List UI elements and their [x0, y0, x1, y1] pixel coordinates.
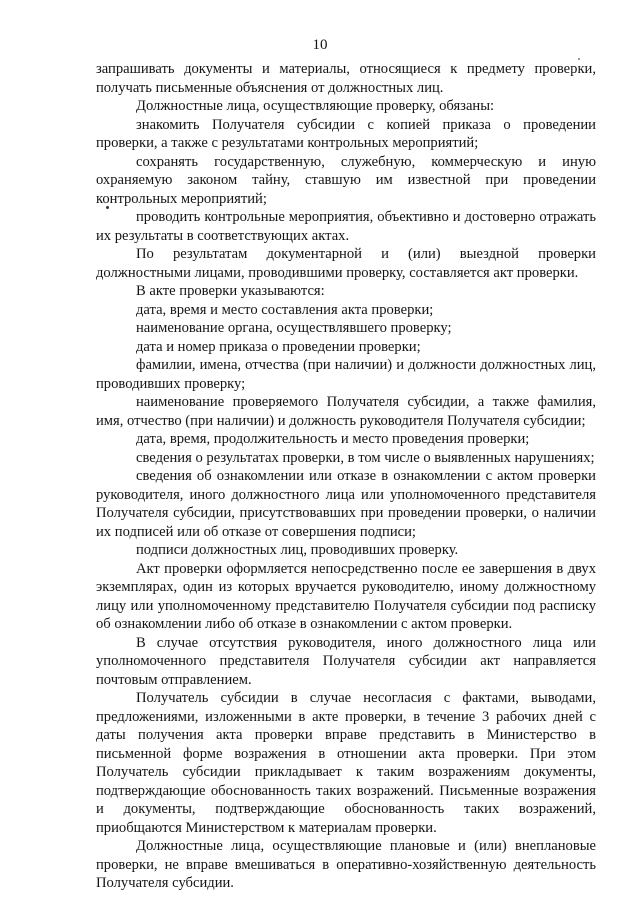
paragraph: подписи должностных лиц, проводивших проверку. [136, 542, 459, 558]
page-number: 10 [312, 37, 328, 53]
paragraph: сведения о результатах проверки, в том числе о выявленных нарушениях; [136, 449, 595, 466]
scan-speck [578, 58, 580, 60]
paragraph: дата, время и место составления акта проверки; [136, 301, 434, 318]
paragraph: дата, время, продолжительность и место проведения проверки; [136, 431, 530, 447]
paragraph: фамилии, имена, отчества (при наличии) и должности должностных лиц, проводивших проверку; [96, 357, 596, 392]
paragraph: В акте проверки указываются: [136, 283, 325, 299]
paragraph: По результатам документарной и (или) выездной проверки должностными лицами, проводившими проверку, составляется акт проверки. [96, 246, 596, 281]
document-body [96, 60, 596, 893]
paragraph: дата и номер приказа о проведении проверки; [136, 338, 421, 355]
paragraph: наименование проверяемого Получателя субсидии, а также фамилия, имя, отчество (при наличии) и должность руководителя Получателя субсидии; [96, 394, 596, 429]
paragraph: запрашивать документы и материалы, относящиеся к предмету проверки, получать письменные объяснения от должностных лиц. [96, 61, 596, 96]
paragraph: Получатель субсидии в случае несогласия с фактами, выводами, предложениями, изложенными в акте проверки, в течение 3 рабочих дней с даты получения акта проверки вправе представить в Министерство в письменной форме возражения в отношении акта проверки. При этом Получатель субсидии прикладывает к таким возражениям документы, подтверждающие обоснованность таких возражений. Письменные возражения и документы, подтверждающие обоснованность таких возражений, приобщаются Министерством к материалам проверки. [96, 690, 596, 836]
paragraph: проводить контрольные мероприятия, объективно и достоверно отражать их результаты в соответствующих актах. [96, 209, 596, 244]
paragraph: наименование органа, осуществлявшего проверку; [136, 320, 452, 336]
paragraph: В случае отсутствия руководителя, иного должностного лица или уполномоченного представителя Получателя субсидии акт направляется почтовым отправлением. [96, 634, 596, 688]
paragraph: сохранять государственную, служебную, коммерческую и иную охраняемую законом тайну, ставшую им известной при проведении контрольных мероприятий; [96, 153, 596, 207]
paragraph: Акт проверки оформляется непосредственно после ее завершения в двух экземплярах, один из которых вручается руководителю, иному должностному лицу или уполномоченному представителю Получателя субсидии под расписку об ознакомлении либо об отказе в ознакомлении с актом проверки. [96, 560, 596, 632]
scan-speck [106, 206, 109, 209]
paragraph: Должностные лица, осуществляющие проверку, обязаны: [136, 98, 495, 114]
paragraph: Должностные лица, осуществляющие плановые и (или) внеплановые проверки, не вправе вмешиваться в оперативно-хозяйственную деятельность Получателя субсидии. [96, 838, 596, 891]
paragraph: сведения об ознакомлении или отказе в ознакомлении с актом проверки руководителя, иного должностного лица или уполномоченного представителя Получателя субсидии, присутствовавших при проведении проверки, о наличии их подписей или об отказе от совершения подписи; [96, 468, 596, 540]
paragraph: знакомить Получателя субсидии с копией приказа о проведении проверки, а также с результатами контрольных мероприятий; [96, 116, 596, 151]
